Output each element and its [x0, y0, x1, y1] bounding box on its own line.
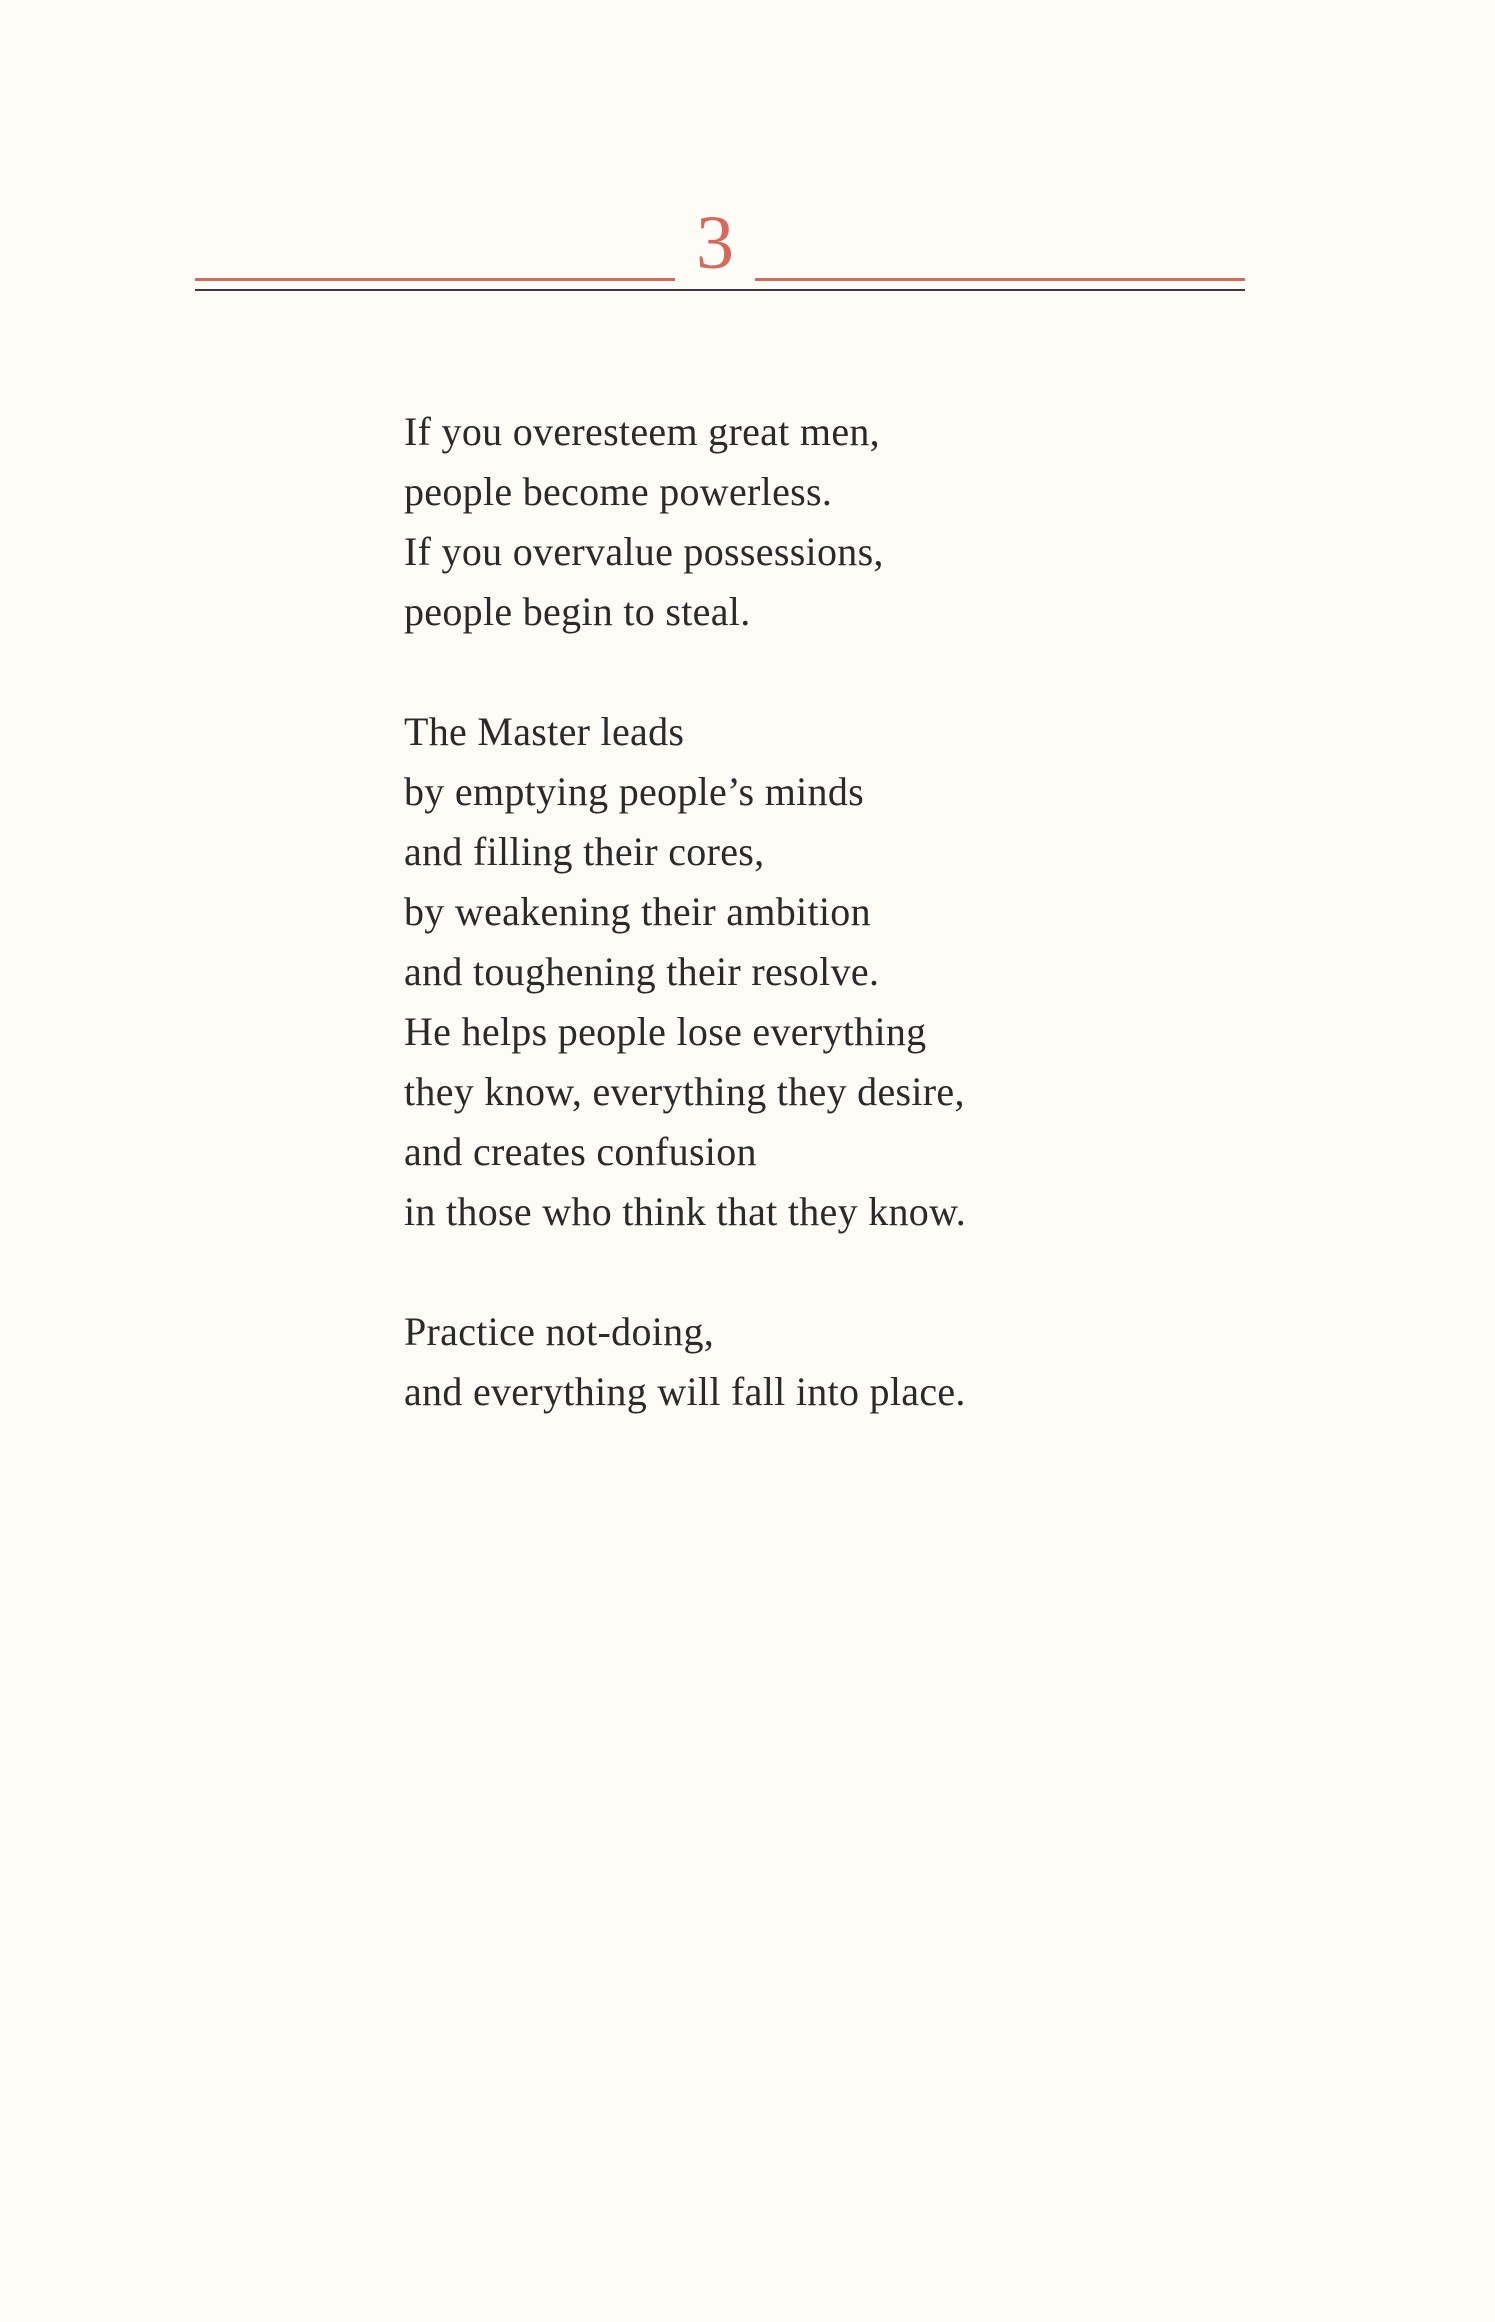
stanza-2: [404, 702, 1104, 1242]
poem-line: Practice not-doing,: [404, 1309, 715, 1354]
poem-line: people become powerless.: [404, 469, 833, 514]
poem-line: The Master leads: [404, 709, 685, 754]
poem-line: by emptying people’s minds: [404, 769, 864, 814]
poem-line: in those who think that they know.: [404, 1189, 966, 1234]
chapter-number: 3: [696, 201, 734, 285]
poem-line: they know, everything they desire,: [404, 1069, 965, 1114]
poem-line: If you overesteem great men,: [404, 409, 880, 454]
poem-line: and toughening their resolve.: [404, 949, 880, 994]
poem: [404, 402, 1104, 1482]
stanza-1: [404, 402, 1104, 642]
stanza-3: [404, 1302, 1104, 1422]
poem-line: by weakening their ambition: [404, 889, 871, 934]
chapter-header: [195, 200, 1245, 310]
dark-rule: [195, 289, 1245, 291]
red-rule-left: [195, 278, 675, 281]
poem-line: people begin to steal.: [404, 589, 751, 634]
poem-line: If you overvalue possessions,: [404, 529, 884, 574]
poem-line: He helps people lose everything: [404, 1009, 927, 1054]
poem-line: and creates confusion: [404, 1129, 757, 1174]
poem-line: and filling their cores,: [404, 829, 765, 874]
red-rule-right: [755, 278, 1245, 281]
poem-line: and everything will fall into place.: [404, 1369, 966, 1414]
